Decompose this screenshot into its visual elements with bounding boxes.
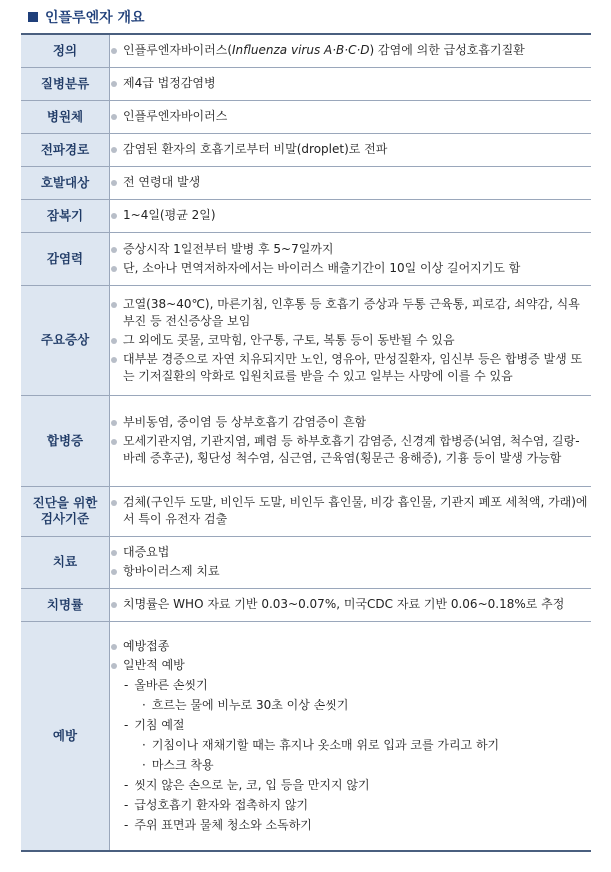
list-item: 인플루엔자바이러스(Influenza virus A·B·C·D) 감염에 의한 급성호흡기질환 <box>110 42 591 59</box>
table-row <box>21 67 591 100</box>
list-item: 부비동염, 중이염 등 상부호흡기 감염증이 흔함 <box>110 414 591 431</box>
table-row <box>21 285 591 395</box>
row-content <box>110 34 592 67</box>
list-item: 그 외에도 콧물, 코막힘, 안구통, 구토, 복통 등이 동반될 수 있음 <box>110 332 591 349</box>
row-label: 질병분류 <box>21 67 110 100</box>
row-label: 정의 <box>21 34 110 67</box>
row-label: 병원체 <box>21 100 110 133</box>
row-label: 잠복기 <box>21 199 110 232</box>
row-label: 합병증 <box>21 395 110 486</box>
row-content <box>110 486 592 536</box>
list-item: 대증요법 <box>110 544 591 561</box>
row-content <box>110 536 592 588</box>
sub-list-item: - 주위 표면과 물체 청소와 소독하기 <box>124 817 312 832</box>
list-item: 1~4일(평균 2일) <box>110 207 591 224</box>
pathogen-italic-name: Influenza virus A·B·C·D <box>232 43 370 58</box>
list-item: 일반적 예방 <box>110 657 591 674</box>
list-item: 인플루엔자바이러스 <box>110 108 591 125</box>
list-item: 대부분 경증으로 자연 치유되지만 노인, 영유아, 만성질환자, 임신부 등은 합병증 발생 또는 기저질환의 악화로 입원치료를 받을 수 있고 일부는 사망에 이를 수 있음 <box>110 351 591 385</box>
table-row <box>21 486 591 536</box>
row-content <box>110 588 592 621</box>
list-item: 치명률은 WHO 자료 기반 0.03~0.07%, 미국CDC 자료 기반 0.06~0.18%로 추정 <box>110 596 591 613</box>
row-content <box>110 395 592 486</box>
row-content <box>110 133 592 166</box>
sub-list-item: - 급성호흡기 환자와 접촉하지 않기 <box>124 797 309 812</box>
sub-list-item: - 올바른 손씻기 <box>124 677 208 692</box>
sub-list-item: - 기침 예절 <box>124 717 185 732</box>
row-label: 예방 <box>21 621 110 851</box>
list-item: 단, 소아나 면역저하자에서는 바이러스 배출기간이 10일 이상 길어지기도 함 <box>110 260 591 277</box>
row-label-line: 진단을 위한 <box>32 495 98 510</box>
table-row <box>21 166 591 199</box>
row-label: 호발대상 <box>21 166 110 199</box>
row-content <box>110 166 592 199</box>
list-item: 증상시작 1일전부터 발병 후 5~7일까지 <box>110 241 591 258</box>
table-row <box>21 100 591 133</box>
list-item: 예방접종 <box>110 638 591 655</box>
section-title <box>28 6 145 28</box>
sub-list-item: - 씻지 않은 손으로 눈, 코, 입 등을 만지지 않기 <box>124 777 370 792</box>
row-content <box>110 621 592 851</box>
row-content <box>110 232 592 285</box>
table-row <box>21 621 591 851</box>
list-item: 제4급 법정감염병 <box>110 75 591 92</box>
row-label: 치명률 <box>21 588 110 621</box>
list-item: 모세기관지염, 기관지염, 폐렴 등 하부호흡기 감염증, 신경계 합병증(뇌염, 척수염, 길랑-바레 증후군), 횡단성 척수염, 심근염, 근육염(횡문근 융해증), 기흉 등이 발생 가능함 <box>110 433 591 467</box>
row-label: 치료 <box>21 536 110 588</box>
row-label <box>21 486 110 536</box>
list-item: 고열(38~40℃), 마른기침, 인후통 등 호흡기 증상과 두통 근육통, 피로감, 쇠약감, 식욕부진 등 전신증상을 보임 <box>110 296 591 330</box>
list-item: 항바이러스제 치료 <box>110 563 591 580</box>
section-title-text: 인플루엔자 개요 <box>45 10 145 26</box>
table-row <box>21 536 591 588</box>
row-label-line: 검사기준 <box>40 511 90 526</box>
table-row <box>21 133 591 166</box>
row-content <box>110 100 592 133</box>
list-item: 감염된 환자의 호흡기로부터 비말(droplet)로 전파 <box>110 141 591 158</box>
table-row <box>21 232 591 285</box>
sub-sub-list-item: · 마스크 착용 <box>142 757 214 772</box>
row-content <box>110 67 592 100</box>
overview-table <box>21 33 591 852</box>
table-row <box>21 199 591 232</box>
row-label: 주요증상 <box>21 285 110 395</box>
list-item: 전 연령대 발생 <box>110 174 591 191</box>
table-row <box>21 588 591 621</box>
row-label: 전파경로 <box>21 133 110 166</box>
table-row <box>21 34 591 67</box>
row-content <box>110 199 592 232</box>
row-content <box>110 285 592 395</box>
square-bullet-icon <box>28 12 38 22</box>
list-item: 검체(구인두 도말, 비인두 도말, 비인두 흡인물, 비강 흡인물, 기관지 폐포 세척액, 가래)에서 특이 유전자 검출 <box>110 494 591 528</box>
row-label: 감염력 <box>21 232 110 285</box>
table-row <box>21 395 591 486</box>
sub-sub-list-item: · 흐르는 물에 비누로 30초 이상 손씻기 <box>142 697 349 712</box>
sub-sub-list-item: · 기침이나 재채기할 때는 휴지나 옷소매 위로 입과 코를 가리고 하기 <box>142 737 500 752</box>
